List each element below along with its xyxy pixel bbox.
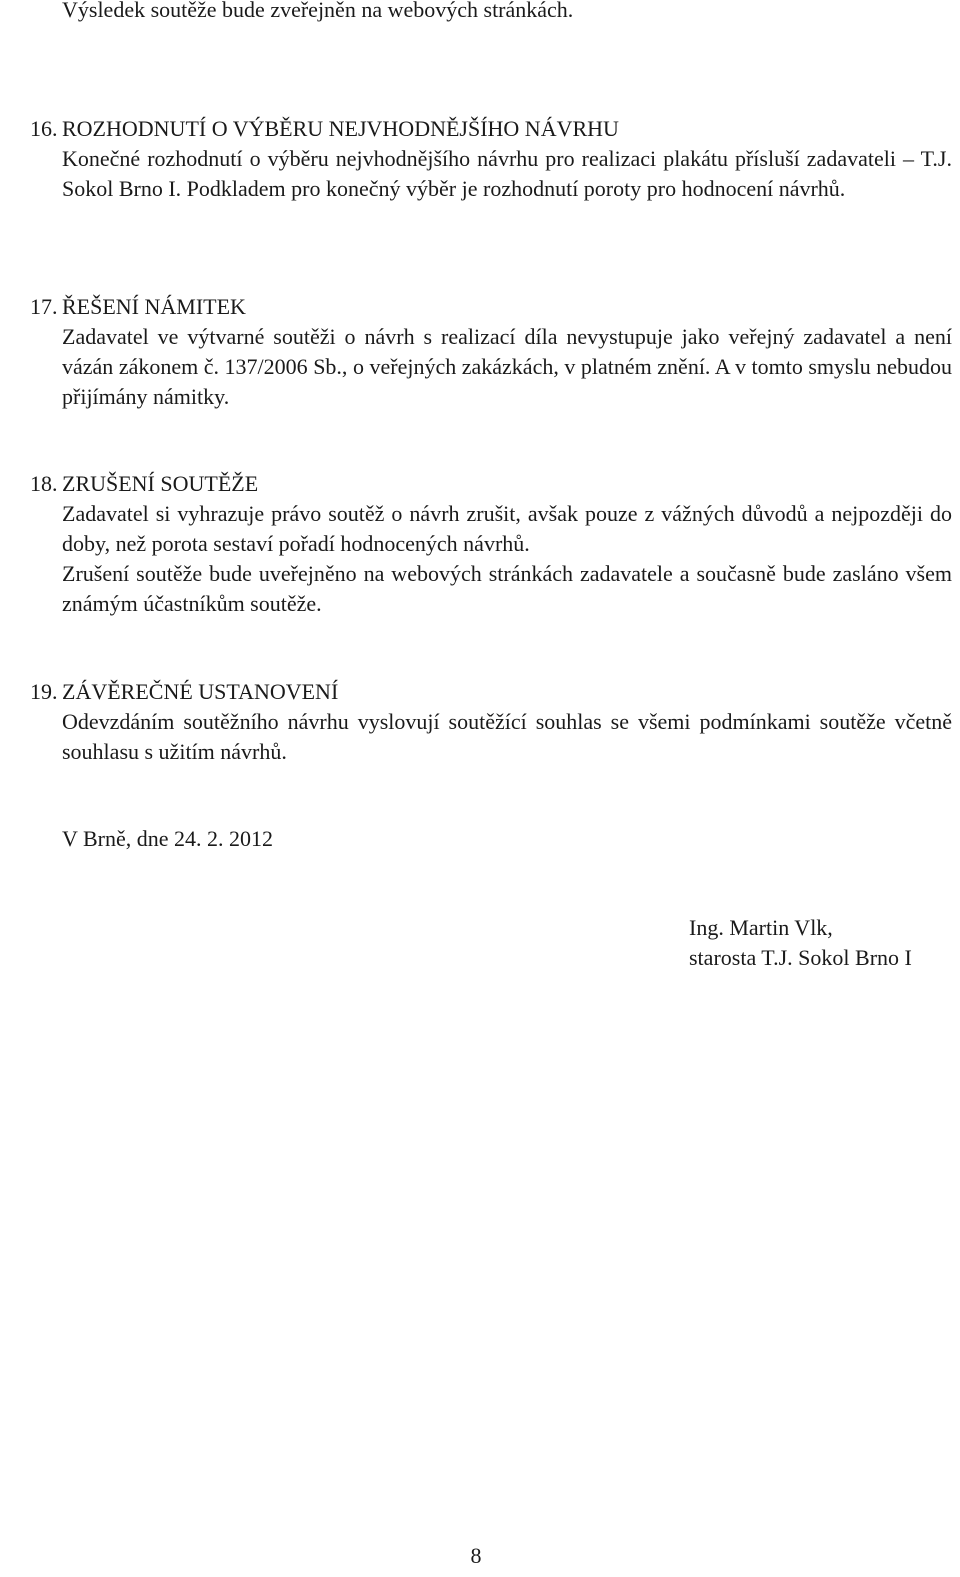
section-number: 18.	[30, 471, 58, 496]
paragraph: Odevzdáním soutěžního návrhu vyslovují soutěžící souhlas se všemi podmínkami soutěže včetně souhlasu s užitím návrhů.	[62, 709, 952, 764]
signatory-name: Ing. Martin Vlk,	[689, 915, 833, 940]
paragraph: Konečné rozhodnutí o výběru nejvhodnějšího návrhu pro realizaci plakátu přísluší zadavateli – T.J. Sokol Brno I. Podkladem pro konečný výběr je rozhodnutí poroty pro hodnocení návrhů.	[62, 146, 952, 201]
section-title: ZRUŠENÍ SOUTĚŽE	[62, 471, 259, 496]
section-18	[30, 469, 952, 619]
section-number: 16.	[30, 116, 58, 141]
section-heading	[30, 292, 952, 322]
section-title: ZÁVĚREČNÉ USTANOVENÍ	[62, 679, 339, 704]
section-19	[30, 677, 952, 767]
section-title: ŘEŠENÍ NÁMITEK	[62, 294, 246, 319]
signatory-role: starosta T.J. Sokol Brno I	[689, 945, 912, 970]
section-number: 19.	[30, 679, 58, 704]
section-number: 17.	[30, 294, 58, 319]
section-body	[62, 499, 952, 619]
section-body	[62, 144, 952, 204]
paragraph: Zadavatel ve výtvarné soutěži o návrh s realizací díla nevystupuje jako veřejný zadavatel a není vázán zákonem č. 137/2006 Sb., o veřejných zakázkách, v platném znění. A v tomto smyslu nebudou přijímány námitky.	[62, 324, 952, 409]
page-number: 8	[470, 1543, 482, 1568]
section-heading	[30, 114, 952, 144]
section-heading	[30, 677, 952, 707]
paragraph: Zrušení soutěže bude uveřejněno na webových stránkách zadavatele a současně bude zasláno všem známým účastníkům soutěže.	[62, 561, 952, 616]
paragraph: Zadavatel si vyhrazuje právo soutěž o návrh zrušit, avšak pouze z vážných důvodů a nejpozději do doby, než porota sestaví pořadí hodnocených návrhů.	[62, 501, 952, 556]
section-16	[30, 114, 952, 204]
section-body	[62, 707, 952, 767]
signature-block	[689, 913, 912, 973]
section-heading	[30, 469, 952, 499]
intro-sentence: Výsledek soutěže bude zveřejněn na webových stránkách.	[62, 0, 574, 22]
place-date: V Brně, dne 24. 2. 2012	[62, 826, 274, 851]
section-17	[30, 292, 952, 412]
section-title: ROZHODNUTÍ O VÝBĚRU NEJVHODNĚJŠÍHO NÁVRHU	[62, 116, 619, 141]
section-body	[62, 322, 952, 412]
